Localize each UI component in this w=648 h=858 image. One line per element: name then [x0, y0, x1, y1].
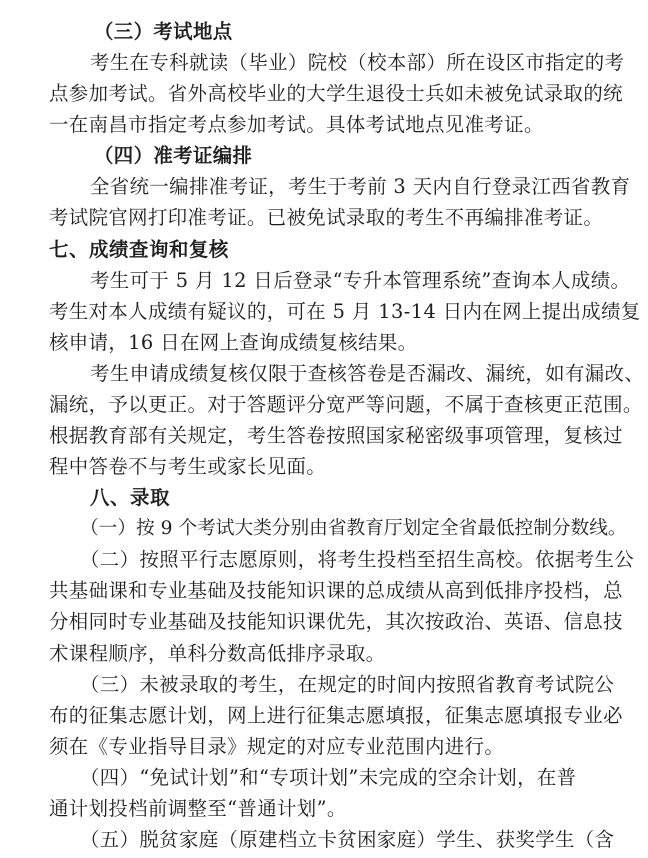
- paragraph-line: 根据教育部有关规定，考生答卷按照国家秘密级事项管理，复核过: [49, 424, 623, 447]
- paragraph-line: 分相同时专业基础及技能知识课优先，其次按政治、英语、信息技: [49, 610, 623, 633]
- paragraph-line: 术课程顺序，单科分数高低排序录取。: [49, 642, 386, 665]
- paragraph-line: 程中答卷不与考生或家长见面。: [49, 455, 327, 478]
- paragraph-line: 核申请，16 日在网上查询成绩复核结果。: [49, 331, 418, 354]
- paragraph-line: 考生在专科就读（毕业）院校（校本部）所在设区市指定的考: [90, 51, 625, 74]
- paragraph-line: 须在《专业指导目录》规定的对应专业范围内进行。: [49, 735, 505, 758]
- subsection-heading-admission-ticket: （四）准考证编排: [94, 144, 253, 167]
- paragraph-line: 一在南昌市指定考点参加考试。具体考试地点见准考证。: [49, 113, 544, 136]
- paragraph-line: 布的征集志愿计划，网上进行征集志愿填报，征集志愿填报专业必: [49, 704, 623, 727]
- paragraph-line: 考生对本人成绩有疑议的，可在 5 月 13-14 日内在网上提出成绩复: [49, 300, 641, 323]
- paragraph-line: 点参加考试。省外高校毕业的大学生退役士兵如未被免试录取的统: [49, 82, 623, 105]
- subsection-heading-exam-location: （三）考试地点: [94, 20, 233, 43]
- paragraph-line: （一）按 9 个考试大类分别由省教育厅划定全省最低控制分数线。: [80, 518, 627, 539]
- section-heading-admission: 八、录取: [90, 486, 170, 509]
- paragraph-line: 共基础课和专业基础及技能知识课的总成绩从高到低排序投档，总: [49, 579, 623, 602]
- paragraph-line: 全省统一编排准考证，考生于考前 3 天内自行登录江西省教育: [90, 175, 631, 198]
- paragraph-line: （三）未被录取的考生，在规定的时间内按照省教育考试院公: [80, 673, 615, 696]
- paragraph-line: （二）按照平行志愿原则，将考生投档至招生高校。依据考生公: [80, 548, 635, 571]
- paragraph-line: 通计划投档前调整至“普通计划”。: [49, 797, 347, 820]
- section-heading-score-query: 七、成绩查询和复核: [49, 238, 229, 261]
- paragraph-line: 漏统，予以更正。对于答题评分宽严等问题，不属于查核更正范围。: [49, 393, 643, 416]
- paragraph-line: 考生可于 5 月 12 日后登录“专升本管理系统”查询本人成绩。: [90, 269, 631, 292]
- paragraph-line: （五）脱贫家庭（原建档立卡贫困家庭）学生、获奖学生（含: [80, 828, 615, 851]
- paragraph-line: 考生申请成绩复核仅限于查核答卷是否漏改、漏统，如有漏改、: [90, 362, 645, 385]
- paragraph-line: （四）“免试计划”和“专项计划”未完成的空余计划，在普: [80, 766, 577, 789]
- paragraph-line: 考试院官网打印准考证。已被免试录取的考生不再编排准考证。: [49, 206, 604, 229]
